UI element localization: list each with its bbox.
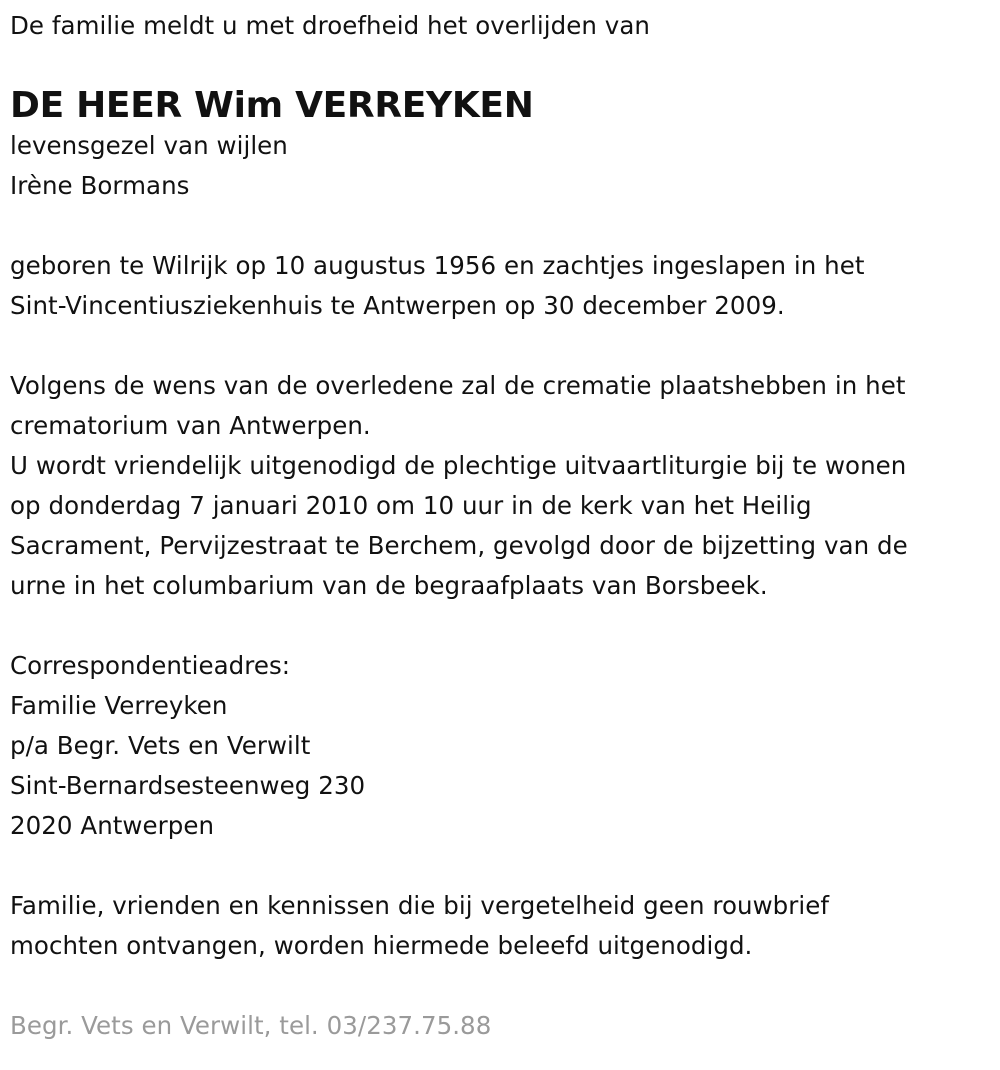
intro-text: De familie meldt u met droefheid het overlijden van: [10, 11, 650, 40]
spacer: [10, 326, 995, 366]
birth-death-line-1: geboren te Wilrijk op 10 augustus 1956 en zachtjes ingeslapen in het: [10, 251, 865, 280]
partner-line-2: Irène Bormans: [10, 171, 190, 200]
spacer: [10, 206, 995, 246]
closing-line-2: mochten ontvangen, worden hiermede beleefd uitgenodigd.: [10, 931, 753, 960]
spacer: [10, 46, 995, 86]
ceremony-line-6: urne in het columbarium van de begraafplaats van Borsbeek.: [10, 571, 768, 600]
partner-line-1: levensgezel van wijlen: [10, 131, 288, 160]
ceremony-line-2: crematorium van Antwerpen.: [10, 411, 371, 440]
ceremony-line-3: U wordt vriendelijk uitgenodigd de plechtige uitvaartliturgie bij te wonen: [10, 451, 907, 480]
correspondence-line-4: 2020 Antwerpen: [10, 811, 215, 840]
correspondence-line-3: Sint-Bernardsesteenweg 230: [10, 771, 366, 800]
ceremony-line-1: Volgens de wens van de overledene zal de crematie plaatshebben in het: [10, 371, 906, 400]
deceased-name: DE HEER Wim VERREYKEN: [10, 85, 534, 126]
funeral-home-footer: Begr. Vets en Verwilt, tel. 03/237.75.88: [10, 1011, 492, 1040]
spacer: [10, 966, 995, 1006]
closing-line-1: Familie, vrienden en kennissen die bij vergetelheid geen rouwbrief: [10, 891, 830, 920]
correspondence-line-2: p/a Begr. Vets en Verwilt: [10, 731, 311, 760]
ceremony-line-4: op donderdag 7 januari 2010 om 10 uur in de kerk van het Heilig: [10, 491, 812, 520]
correspondence-line-1: Familie Verreyken: [10, 691, 228, 720]
spacer: [10, 846, 995, 886]
correspondence-label: Correspondentieadres:: [10, 651, 291, 680]
obituary-notice: [10, 6, 995, 1046]
spacer: [10, 606, 995, 646]
ceremony-line-5: Sacrament, Pervijzestraat te Berchem, gevolgd door de bijzetting van de: [10, 531, 908, 560]
birth-death-line-2: Sint-Vincentiusziekenhuis te Antwerpen op 30 december 2009.: [10, 291, 785, 320]
